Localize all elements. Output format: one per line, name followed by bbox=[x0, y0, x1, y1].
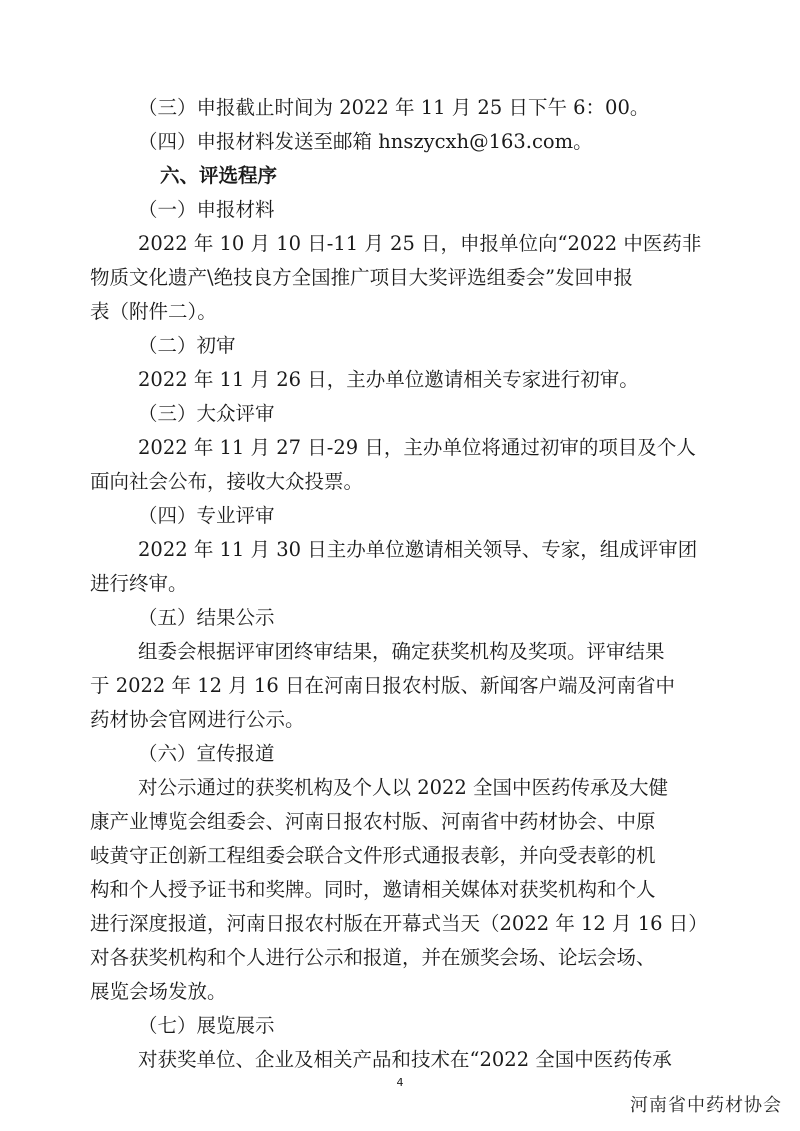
text-line: 2022 年 10 月 10 日-11 月 25 日，申报单位向“2022 中医药非 bbox=[138, 232, 702, 255]
text-line: 表（附件二）。 bbox=[90, 300, 217, 323]
text-line: 对公示通过的获奖机构及个人以 2022 全国中医药传承及大健 bbox=[138, 776, 669, 799]
section-heading: 六、评选程序 bbox=[160, 164, 278, 187]
subsection-heading: （六）宣传报道 bbox=[138, 742, 275, 765]
text-line: 于 2022 年 12 月 16 日在河南日报农村版、新闻客户端及河南省中 bbox=[90, 674, 675, 697]
text-line: 进行终审。 bbox=[90, 572, 188, 595]
text-line: 物质文化遗产\绝技良方全国推广项目大奖评选组委会”发回申报 bbox=[90, 266, 634, 289]
text-line: 进行深度报道，河南日报农村版在开幕式当天（2022 年 12 月 16 日） bbox=[90, 912, 708, 935]
subsection-heading: （七）展览展示 bbox=[138, 1014, 275, 1037]
page-number: 4 bbox=[396, 1076, 404, 1089]
subsection-heading: （三）大众评审 bbox=[138, 402, 275, 425]
text-line: 岐黄守正创新工程组委会联合文件形式通报表彰，并向受表彰的机 bbox=[90, 844, 656, 867]
text-line: 展览会场发放。 bbox=[90, 980, 227, 1003]
text-line: 康产业博览会组委会、河南日报农村版、河南省中药材协会、中原 bbox=[90, 810, 656, 833]
footer-organization: 河南省中药材协会 bbox=[630, 1095, 782, 1116]
subsection-heading: （二）初审 bbox=[138, 334, 236, 357]
subsection-heading: （四）专业评审 bbox=[138, 504, 275, 527]
text-line: （四）申报材料发送至邮箱 hnszycxh@163.com。 bbox=[138, 130, 593, 153]
text-line: 组委会根据评审团终审结果，确定获奖机构及奖项。评审结果 bbox=[138, 640, 665, 663]
text-line: 构和个人授予证书和奖牌。同时，邀请相关媒体对获奖机构和个人 bbox=[90, 878, 656, 901]
text-line: 药材协会官网进行公示。 bbox=[90, 708, 305, 731]
subsection-heading: （五）结果公示 bbox=[138, 606, 275, 629]
text-line: 面向社会公布，接收大众投票。 bbox=[90, 470, 364, 493]
text-line: 对各获奖机构和个人进行公示和报道，并在颁奖会场、论坛会场、 bbox=[90, 946, 656, 969]
text-line: 2022 年 11 月 30 日主办单位邀请相关领导、专家，组成评审团 bbox=[138, 538, 698, 561]
text-line: 2022 年 11 月 26 日，主办单位邀请相关专家进行初审。 bbox=[138, 368, 639, 391]
text-line: 2022 年 11 月 27 日-29 日，主办单位将通过初审的项目及个人 bbox=[138, 436, 696, 459]
text-line: （三）申报截止时间为 2022 年 11 月 25 日下午 6：00。 bbox=[138, 96, 650, 119]
text-line: 对获奖单位、企业及相关产品和技术在“2022 全国中医药传承 bbox=[138, 1048, 672, 1071]
subsection-heading: （一）申报材料 bbox=[138, 198, 275, 221]
